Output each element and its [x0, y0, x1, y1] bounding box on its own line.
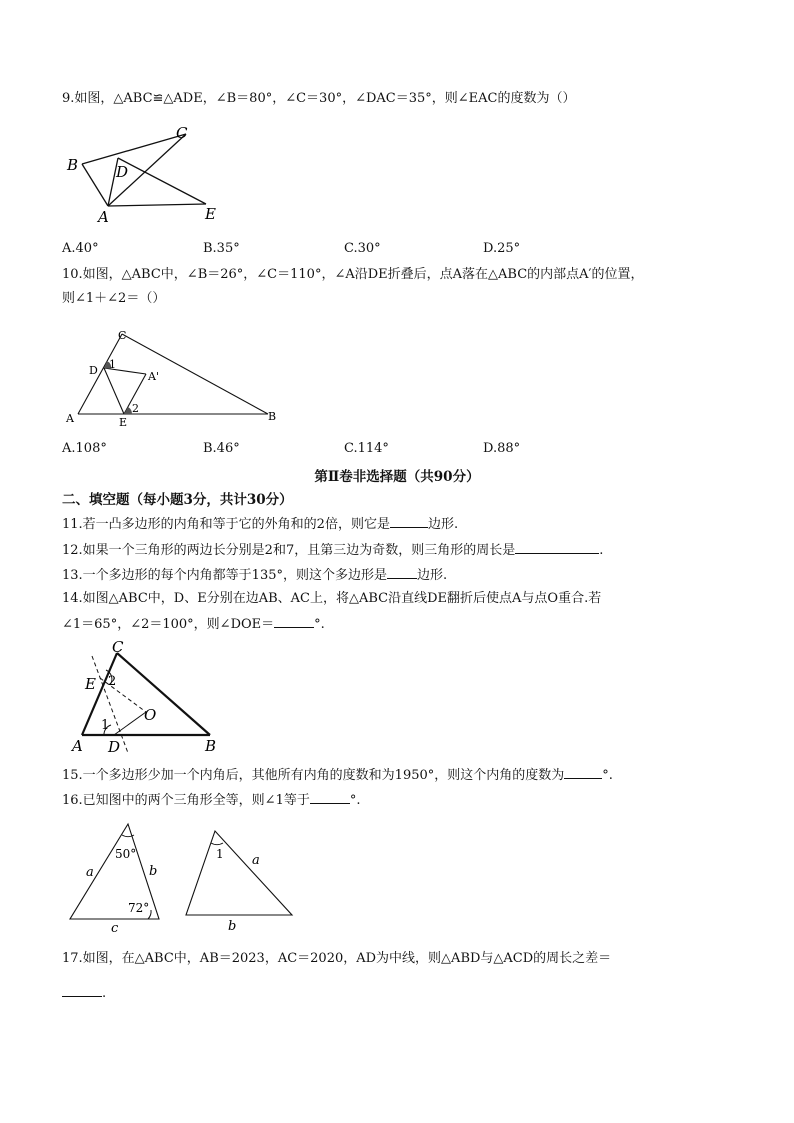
- q14-label-e: E: [85, 675, 96, 693]
- q17-answer-blank[interactable]: [62, 983, 102, 997]
- q16-right-side-b: b: [228, 919, 237, 934]
- q14-seg-do: [114, 712, 146, 735]
- q16-right-side-a: a: [252, 853, 260, 868]
- q10-seg-ac: [78, 334, 122, 414]
- q10-option-d: D.88°: [483, 441, 521, 456]
- q10-label-a: A: [66, 412, 74, 425]
- q12-text: [62, 540, 603, 560]
- q12-answer-blank[interactable]: [515, 540, 599, 554]
- q14-seg-ac: [82, 653, 117, 735]
- q16-text: [62, 790, 360, 810]
- q16-right-angle-1: 1: [216, 847, 224, 861]
- q16-right-top-arc: [211, 843, 223, 845]
- q16-answer-blank[interactable]: [310, 790, 350, 804]
- q14-pre2: ∠1＝65°，∠2＝100°，则∠DOE＝: [62, 617, 275, 632]
- q10-label-c: C: [118, 329, 127, 342]
- q17-text: 17.如图，在△ABC中，AB＝2023，AC＝2020，AD为中线，则△ABD与△ACD的周长之差＝: [62, 951, 612, 966]
- q14-label-d: D: [108, 738, 121, 756]
- q9-seg-ae: [108, 204, 206, 206]
- q14-label-2: 2: [108, 674, 117, 689]
- q15-post: °.: [602, 768, 613, 783]
- q10-text: 10.如图，△ABC中，∠B＝26°，∠C＝110°，∠A沿DE折叠后，点A落在△ABC的内部点A′的位置，: [62, 267, 644, 282]
- q13-text: [62, 565, 447, 585]
- q10-label-b: B: [268, 410, 277, 423]
- q9-label-d: D: [116, 163, 129, 181]
- q16-left-triangle: [62, 818, 172, 936]
- q9-figure: [62, 118, 262, 228]
- q10-option-a: A.108°: [62, 441, 107, 456]
- q14-label-a: A: [72, 737, 83, 755]
- q15-text: [62, 765, 613, 785]
- q10-option-c: C.114°: [344, 441, 389, 456]
- q14-label-c: C: [112, 638, 124, 656]
- q14-seg-eo: [100, 678, 146, 712]
- q9-text: 9.如图，△ABC≌△ADE，∠B＝80°，∠C＝30°，∠DAC＝35°，则∠EAC的度数为（）: [62, 91, 576, 106]
- q10-label-a1: A': [148, 370, 159, 383]
- q9-option-a: A.40°: [62, 241, 99, 256]
- q14-label-o: O: [144, 706, 157, 724]
- q14-text2: [62, 614, 325, 634]
- q10-option-b: B.46°: [203, 441, 240, 456]
- q15-pre: 15.一个多边形少加一个内角后，其他所有内角的度数和为1950°，则这个内角的度数为: [62, 768, 565, 783]
- q17-post: .: [102, 986, 107, 1001]
- q12-post: .: [599, 543, 604, 558]
- q9-option-c: C.30°: [344, 241, 381, 256]
- q16-right-triangle: [180, 818, 300, 936]
- q16-pre: 16.已知图中的两个三角形全等，则∠1等于: [62, 793, 310, 808]
- q9-options: [62, 241, 622, 259]
- q10-angle2-mark: [124, 407, 132, 414]
- q11-pre: 11.若一凸多边形的内角和等于它的外角和的2倍，则它是: [62, 517, 390, 532]
- q13-post: 边形.: [417, 568, 448, 583]
- q9-seg-ab: [82, 164, 108, 206]
- q10-label-1: 1: [109, 358, 116, 371]
- q16-left-side-a: a: [86, 865, 94, 880]
- q10-seg-de: [104, 368, 124, 414]
- q16-left-angle-right: 72°: [128, 901, 150, 915]
- q9-label-e: E: [205, 205, 216, 223]
- q14-post2: °.: [314, 617, 325, 632]
- q9-option-b: B.35°: [203, 241, 240, 256]
- q16-left-angle-top: 50°: [115, 847, 137, 861]
- q9-label-a: A: [98, 208, 109, 226]
- q10-options: [62, 441, 622, 459]
- q10-text2: 则∠1＋∠2＝（）: [62, 291, 166, 306]
- q16-left-side-c: c: [111, 921, 119, 936]
- q14-label-1: 1: [101, 718, 110, 733]
- q17-answer-line: [62, 983, 106, 1003]
- q11-answer-blank[interactable]: [390, 514, 428, 528]
- q10-label-2: 2: [132, 402, 139, 415]
- q10-label-e: E: [119, 416, 128, 429]
- q11-post: 边形.: [427, 517, 459, 532]
- q9-label-c: C: [176, 124, 188, 142]
- q14-text: 14.如图△ABC中，D、E分别在边AB、AC上，将△ABC沿直线DE翻折后使点A与点O重合.若: [62, 591, 602, 606]
- q12-pre: 12.如果一个三角形的两边长分别是2和7，且第三边为奇数，则三角形的周长是: [62, 543, 516, 558]
- q14-answer-blank[interactable]: [274, 614, 314, 628]
- q10-figure: [62, 318, 292, 436]
- q14-figure: [62, 638, 242, 758]
- section-heading: 第Ⅱ卷非选择题（共90分）: [314, 469, 480, 485]
- q15-answer-blank[interactable]: [564, 765, 602, 779]
- q14-label-b: B: [205, 737, 217, 755]
- q13-answer-blank[interactable]: [387, 565, 417, 579]
- q16-post: °.: [349, 793, 361, 808]
- q10-label-d: D: [89, 364, 98, 377]
- q11-text: [62, 514, 458, 534]
- q9-seg-de: [118, 158, 206, 204]
- q9-label-b: B: [67, 156, 79, 174]
- q16-left-side-b: b: [149, 864, 158, 879]
- q13-pre: 13.一个多边形的每个内角都等于135°，则这个多边形是: [62, 568, 387, 583]
- part-heading: 二、填空题（每小题3分，共计30分）: [62, 492, 293, 508]
- q9-option-d: D.25°: [483, 241, 521, 256]
